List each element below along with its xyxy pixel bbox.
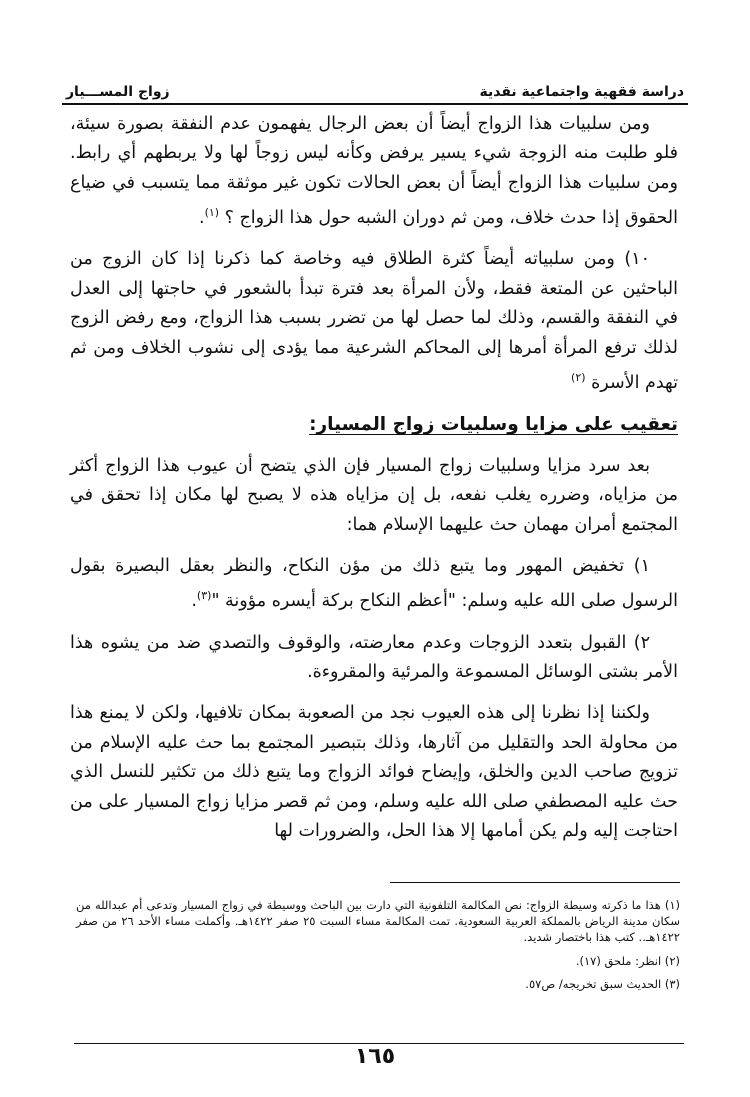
header-divider bbox=[62, 103, 688, 105]
footnote-1: (١) هذا ما ذكرته وسيطة الزواج: نص المكالمة التلفونية التي دارت بين الباحث ووسيطة في زواج المسيار وتدعى أم عبدالله من سكان مدينة الرياض بالمملكة العربية السعودية. تمت المكالمة مساء السبت ٢٥ صفر ١٤٢٢هـ. وأكملت مساء الأحد ٢٦ من صفر ١٤٢٢هـ.. كتب هذا باختصار شديد. bbox=[76, 898, 680, 945]
header-book-title: زواج المســـيار bbox=[66, 84, 170, 100]
footnote-ref-2: (٢) bbox=[571, 371, 586, 385]
footnotes bbox=[76, 897, 680, 999]
page-number: ١٦٥ bbox=[354, 1044, 396, 1069]
paragraph-1: ومن سلبيات هذا الزواج أيضاً أن بعض الرجال يفهمون عدم النفقة بصورة سيئة، فلو طلبت منه الزوجة شيء يسير يرفض وكأنه ليس زوجاً لها ولا يربطهم أي رابط. ومن سلبيات هذا الزواج أيضاً أن بعض الحالات تكون غير موثقة مما يتسبب في ضياع الحقوق إذا حدث خلاف، ومن ثم دوران الشبه حول هذا الزواج ؟ $^{(١)}$. bbox=[70, 114, 678, 229]
footnote-3: (٣) الحديث سبق تخريجه/ ص٥٧. bbox=[525, 976, 680, 991]
footnote-divider bbox=[390, 882, 680, 883]
main-text bbox=[70, 110, 678, 858]
footnote-ref-3: (٣) bbox=[196, 589, 212, 603]
running-header bbox=[66, 74, 684, 100]
paragraph-4: ١) تخفيض المهور وما يتبع ذلك من مؤن النكاح، والنظر بعقل البصيرة بقول الرسول صلى الله عليه وسلم: "أعظم النكاح بركة أيسره مؤونة "$^{(٣)}$. bbox=[70, 555, 678, 612]
paragraph-3: بعد سرد مزايا وسلبيات زواج المسيار فإن الذي يتضح أن عيوب هذا الزواج أكثر من مزاياه، وضرره يغلب نفعه، بل إن مزاياه هذه لا يصبح لها مكان إذا تحقق في المجتمع أمران مهمان حث عليهما الإسلام هما: bbox=[70, 455, 678, 535]
footnote-2: (٢) انظر: ملحق (١٧). bbox=[575, 953, 680, 968]
section-heading: تعقيب على مزايا وسلبيات زواج المسيار: bbox=[309, 414, 678, 436]
header-subtitle: دراسة فقهية واجتماعية نقدية bbox=[479, 84, 684, 100]
footnote-ref-1: (١) bbox=[204, 206, 220, 220]
paragraph-6: ولكننا إذا نظرنا إلى هذه العيوب نجد من الصعوبة بمكان تلافيها، ولكن لا يمنع هذا من محاولة الحد والتقليل من آثارها، وذلك بتبصير المجتمع بما حث عليه الإسلام من تزويج صاحب الدين والخلق، وإيضاح فوائد الزواج وما يتبع ذلك من تكثير للنسل الذي حث عليه المصطفي صلى الله عليه وسلم، ومن ثم قصر مزايا زواج المسيار على من احتاجت إليه ولم يكن أمامها إلا هذا الحل، والضرورات لها bbox=[70, 703, 678, 842]
paragraph-5: ٢) القبول بتعدد الزوجات وعدم معارضته، والوقوف والتصدي ضد من يشوه هذا الأمر بشتى الوسائل المسموعة والمرئية والمقروءة. bbox=[70, 632, 678, 682]
paragraph-2: ١٠) ومن سلبياته أيضاً كثرة الطلاق فيه وخاصة كما ذكرنا إذا كان الزوج من الباحثين عن المتعة فقط، ولأن المرأة بعد فترة تبدأ بالشعور في حاجتها إلى العدل في النفقة والقسم، وذلك لما حصل لها من تضرر بسبب هذا الزواج، ومع رفض الزوج لذلك ترفع المرأة أمرها إلى المحاكم الشرعية مما يؤدى إلى نشوب الخلاف ومن ثم تهدم الأسرة $^{(٢)}$ bbox=[70, 249, 678, 393]
